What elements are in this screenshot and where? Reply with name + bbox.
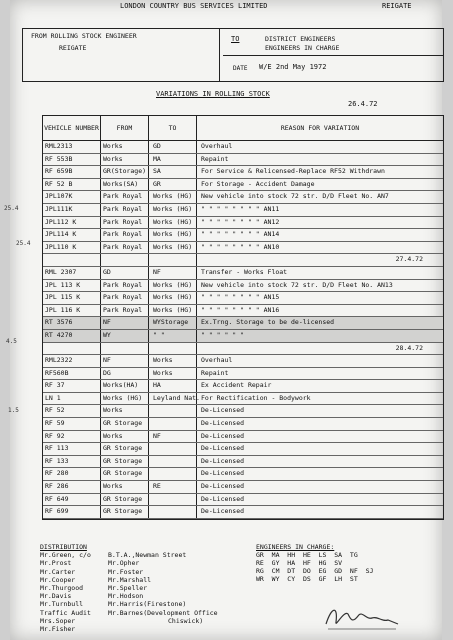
cell-reason: De-Licensed [201,431,245,440]
cell-to: RE [149,481,197,493]
distribution-left [40,551,108,633]
cell-from: Park Royal [101,280,149,292]
table-row [43,191,443,204]
engineers-codes [256,551,373,583]
to-block [223,29,443,81]
cell-to: Works (HG) [149,191,197,203]
cell-to: NF [149,431,197,443]
distribution-entry: Mr.Fisher [40,625,76,634]
engineer-codes-line: WR WY CY DS GF LH ST [256,575,358,583]
distribution-entry: B.T.A.,Newman Street [108,551,187,560]
cell-from: Works [101,431,149,443]
table-row [43,355,443,368]
table-row [43,330,443,343]
cell-reason: De-Licensed [201,507,245,516]
table-row [43,267,443,280]
cell-from: WY [101,330,149,342]
cell-to: Works (HG) [149,242,197,254]
distribution-list [40,543,218,633]
distribution-entry: Mr.Foster [108,567,144,576]
row-date: 27.4.72 [395,255,423,264]
table-row [43,305,443,318]
cell-from: Park Royal [101,242,149,254]
cell-from: Works(HA) [101,380,149,392]
distribution-entry: Mr.Green, c/o [40,551,91,560]
cell-to: Works (HG) [149,280,197,292]
cell-to: GR [149,179,197,191]
distribution-entry: Mr.Prost [40,559,72,568]
distribution-entry: Mr.Speller [108,584,148,593]
cell-to [149,405,197,417]
cell-vehicle: JPL107K [43,191,101,203]
date-label: DATE [233,65,248,72]
cell-vehicle: RF 52 B [43,179,101,191]
table-body [43,141,443,519]
cell-to: SA [149,166,197,178]
distribution-entry: Mr.Hodson [108,592,144,601]
cell-from: Park Royal [101,191,149,203]
cell-vehicle: RF 133 [43,456,101,468]
distribution-heading: DISTRIBUTION [40,543,87,551]
cell-from: GR Storage [101,494,149,506]
margin-note: 25.4 [16,240,31,247]
from-line-1: FROM ROLLING STOCK ENGINEER [31,32,137,40]
distribution-entry: Mrs.Soper [40,616,76,625]
table-row [43,179,443,192]
to-line-2: ENGINEERS IN CHARGE [265,44,340,52]
margin-note: 4.5 [6,338,17,345]
cell-reason: Repaint [201,368,229,377]
to-line-1: DISTRICT ENGINEERS [265,35,336,43]
table-row [43,456,443,469]
cell-vehicle: RF 37 [43,380,101,392]
col-reason: REASON FOR VARIATION [280,123,360,132]
cell-vehicle: LN 1 [43,393,101,405]
cell-to [149,443,197,455]
cell-from: GR Storage [101,443,149,455]
table-row [43,204,443,217]
table-row [43,280,443,293]
table-row [43,405,443,418]
cell-to [149,468,197,480]
distribution-right [108,551,218,633]
cell-reason: " " " " " " [201,330,245,339]
col-to: TO [149,116,197,140]
cell-reason: " " " " " " " " AN15 [201,293,280,302]
cell-reason: New vehicle into stock 72 str. D/D Fleet No. AN7 [201,192,389,201]
cell-reason: De-Licensed [201,469,245,478]
table-date-row [43,343,443,356]
memo-page [4,0,442,640]
cell-reason: De-Licensed [201,482,245,491]
row-date: 28.4.72 [395,343,423,352]
cell-reason: De-Licensed [201,456,245,465]
distribution-entry: Traffic Audit [40,608,91,617]
cell-to: Works (HG) [149,305,197,317]
address-box [22,28,444,82]
table-row [43,242,443,255]
cell-from: NF [101,317,149,329]
variations-table [42,115,444,520]
cell-from: GR Storage [101,506,149,518]
cell-reason: Ex Accident Repair [201,381,272,390]
cell-vehicle: JPL112 K [43,217,101,229]
cell-vehicle: RF 699 [43,506,101,518]
cell-to [149,506,197,518]
cell-vehicle: JPL 113 K [43,280,101,292]
margin-note: 1.5 [8,407,19,414]
cell-from: GR Storage [101,456,149,468]
distribution-entry: Mr.Carter [40,567,76,576]
engineers-in-charge [256,543,373,583]
table-header [43,116,443,141]
cell-to: Works (HG) [149,229,197,241]
cell-from: GD [101,267,149,279]
divider [223,55,443,56]
signature [322,602,402,632]
cell-from: GR Storage [101,468,149,480]
table-row [43,217,443,230]
cell-from: GR(Storage) [101,166,149,178]
cell-vehicle: RF 52 [43,405,101,417]
to-label: TO [231,35,240,43]
cell-vehicle: JPL 115 K [43,292,101,304]
cell-from: Park Royal [101,204,149,216]
cell-from: Park Royal [101,217,149,229]
to-recipients [265,35,339,53]
distribution-entry: Chiswick) [168,616,204,625]
cell-reason: Transfer - Works Float [201,267,288,276]
cell-vehicle: JPL114 K [43,229,101,241]
cell-reason: " " " " " " " " AN14 [201,230,280,239]
cell-vehicle: RT 3576 [43,317,101,329]
date-line: 26.4.72 [348,100,378,108]
from-block [23,29,220,81]
cell-to [149,456,197,468]
cell-reason: De-Licensed [201,406,245,415]
cell-vehicle: RF 113 [43,443,101,455]
col-vehicle-number: VEHICLE NUMBER [43,116,101,140]
distribution-entry: Mr.Davis [40,592,72,601]
distribution-entry: Mr.Harris(Firestone) [108,600,187,609]
cell-from: Works(SA) [101,179,149,191]
engineer-codes-line: GR MA HH HE LS SA TG [256,551,358,559]
cell-vehicle: RML 2307 [43,267,101,279]
cell-to: Leyland Nat. [149,393,197,405]
table-row [43,154,443,167]
cell-vehicle: RF 59 [43,418,101,430]
cell-from: Park Royal [101,229,149,241]
cell-vehicle: RF 286 [43,481,101,493]
cell-vehicle: RF 659B [43,166,101,178]
cell-from: Works [101,481,149,493]
distribution-entry: Mr.Thurgood [40,584,84,593]
cell-reason: De-Licensed [201,494,245,503]
cell-to: " " [149,330,197,342]
cell-vehicle: RML2322 [43,355,101,367]
cell-vehicle: RF 280 [43,468,101,480]
table-row [43,468,443,481]
cell-reason: Ex.Trng. Storage to be de-licensed [201,318,335,327]
company-name: LONDON COUNTRY BUS SERVICES LIMITED [120,2,268,10]
cell-reason: New vehicle into stock 72 str. D/D Fleet No. AN13 [201,280,393,289]
cell-vehicle: RML2313 [43,141,101,153]
distribution-entry: Mr.Cooper [40,575,76,584]
cell-reason: For Storage - Accident Damage [201,179,315,188]
cell-vehicle: JPL111K [43,204,101,216]
cell-from: Works [101,154,149,166]
cell-from: GR Storage [101,418,149,430]
table-row [43,494,443,507]
table-row [43,431,443,444]
cell-reason: " " " " " " " " AN12 [201,217,280,226]
cell-from: Park Royal [101,292,149,304]
table-row [43,292,443,305]
cell-to: NF [149,267,197,279]
cell-reason: De-Licensed [201,444,245,453]
cell-reason: For Service & Relicensed-Replace RF52 Withdrawn [201,167,385,176]
col-from: FROM [101,116,149,140]
table-date-row [43,254,443,267]
distribution-columns [40,551,218,633]
distribution-entry: Mr.Opher [108,559,140,568]
table-row [43,141,443,154]
cell-to: Works (HG) [149,217,197,229]
cell-to: Works [149,355,197,367]
table-row [43,506,443,519]
table-row [43,380,443,393]
cell-reason: For Rectification - Bodywork [201,393,311,402]
cell-from: DG [101,368,149,380]
cell-vehicle: JPL 116 K [43,305,101,317]
table-row [43,418,443,431]
table-row [43,443,443,456]
cell-vehicle: RF 553B [43,154,101,166]
table-row [43,481,443,494]
cell-reason: " " " " " " " " AN10 [201,242,280,251]
cell-to: Works (HG) [149,292,197,304]
engineer-codes-line: RE GY HA HF HG SV [256,559,343,567]
cell-reason: De-Licensed [201,419,245,428]
cell-from: Works (HG) [101,393,149,405]
cell-from: Works [101,141,149,153]
document-title: VARIATIONS IN ROLLING STOCK [156,90,270,98]
table-row [43,317,443,330]
cell-vehicle: RT 4270 [43,330,101,342]
cell-from: Works [101,405,149,417]
cell-to [149,418,197,430]
table-row [43,229,443,242]
table-row [43,393,443,406]
cell-from: Park Royal [101,305,149,317]
cell-to: HA [149,380,197,392]
cell-to: WYStorage [149,317,197,329]
cell-reason: " " " " " " " " AN11 [201,204,280,213]
cell-to: Works (HG) [149,204,197,216]
cell-reason: Overhaul [201,356,233,365]
cell-reason: Repaint [201,154,229,163]
cell-from: NF [101,355,149,367]
from-line-2: REIGATE [59,44,87,52]
cell-to [149,494,197,506]
cell-vehicle: RF 92 [43,431,101,443]
date-value: W/E 2nd May 1972 [259,63,327,71]
cell-to: Works [149,368,197,380]
distribution-entry: Mr.Marshall [108,575,152,584]
cell-reason: " " " " " " " " AN16 [201,305,280,314]
cell-vehicle: RF 649 [43,494,101,506]
company-location: REIGATE [382,2,412,10]
cell-vehicle: RF560B [43,368,101,380]
margin-note: 25.4 [4,205,19,212]
table-row [43,166,443,179]
cell-vehicle: JPL110 K [43,242,101,254]
distribution-entry: Mr.Turnbull [40,600,84,609]
table-row [43,368,443,381]
distribution-entry: Mr.Barnes(Development Office [108,608,218,617]
cell-to: MA [149,154,197,166]
cell-reason: Overhaul [201,142,233,150]
engineers-heading: ENGINEERS IN CHARGE: [256,543,335,551]
cell-to: GD [149,141,197,153]
engineer-codes-line: RG CM DT DO EG GD NF SJ [256,567,374,575]
